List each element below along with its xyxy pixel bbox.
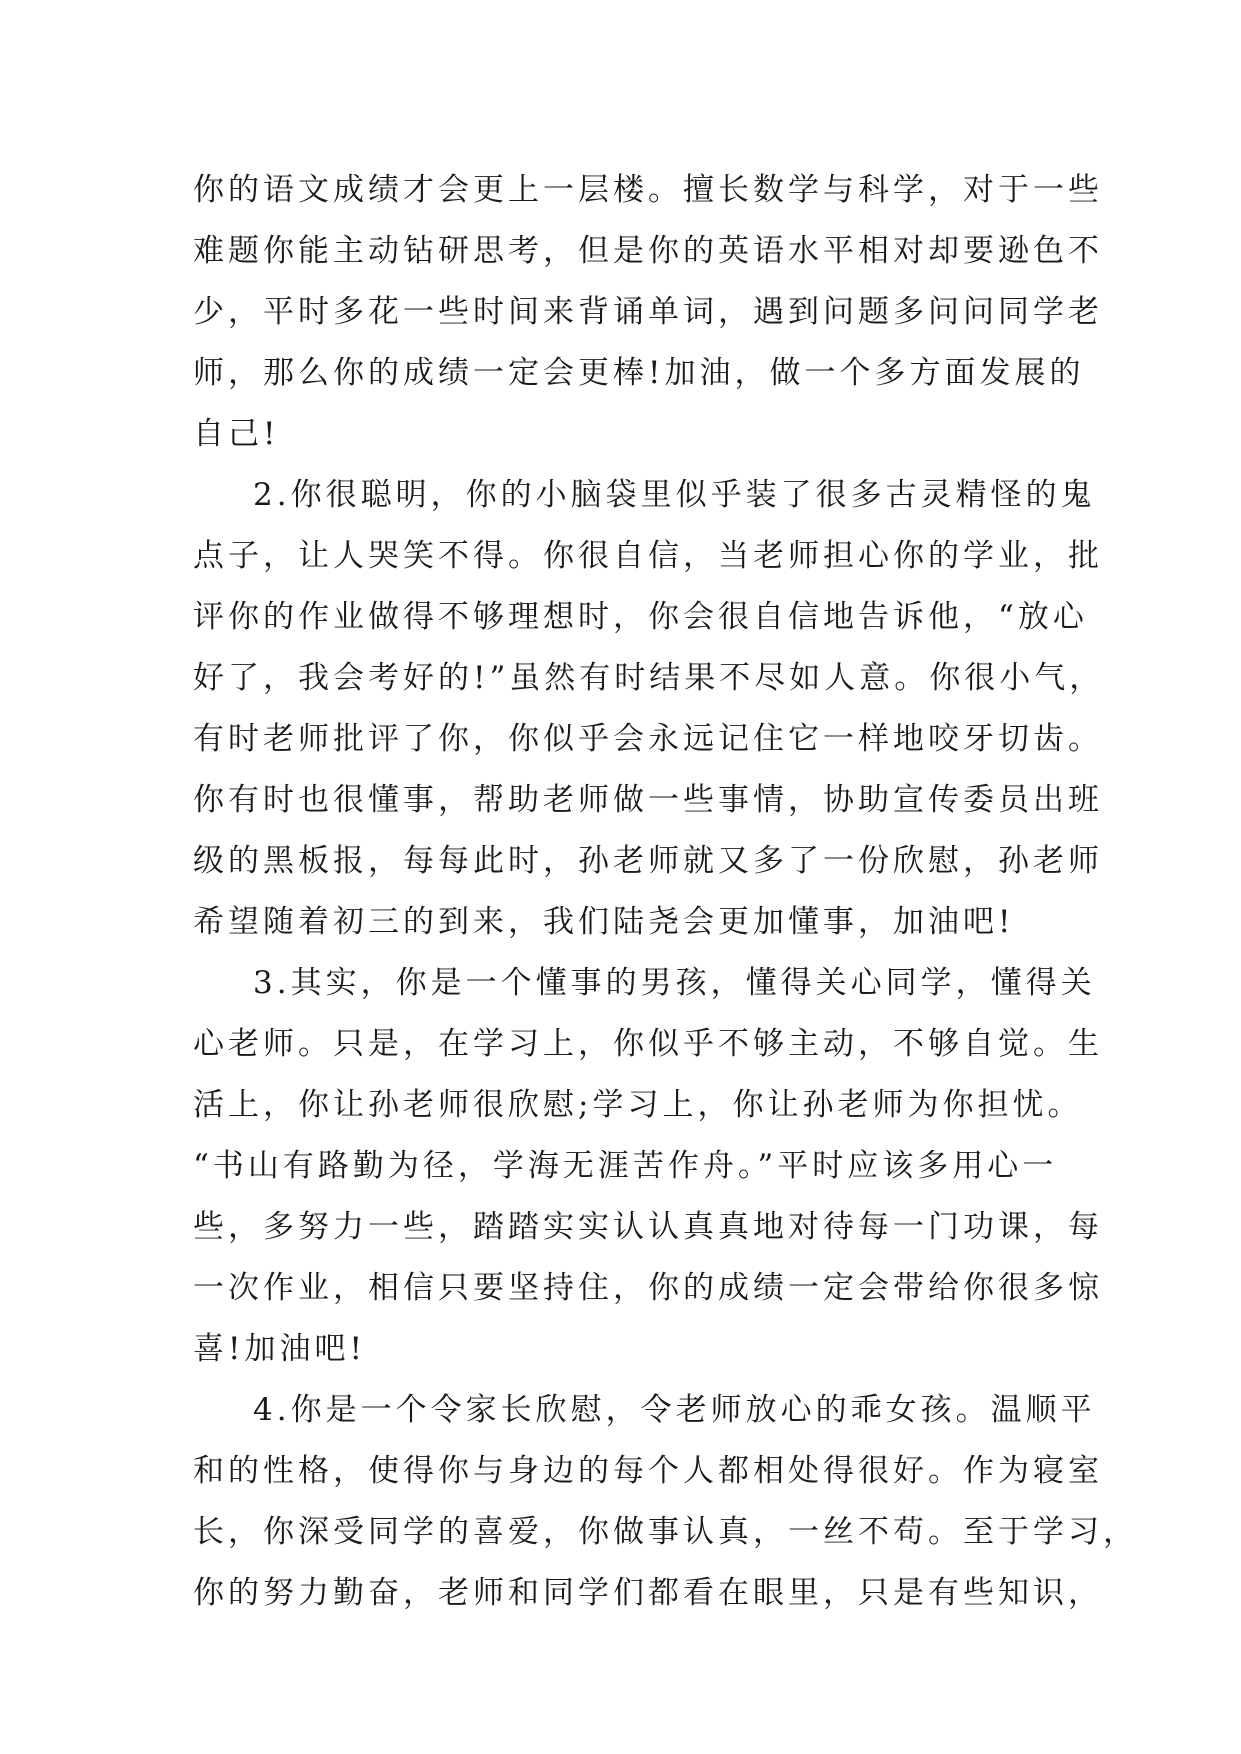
text-line: 和的性格，使得你与身边的每个人都相处得很好。作为寝室 <box>193 1453 1103 1489</box>
text-line: 自己! <box>193 416 280 452</box>
text-line: “书山有路勤为径，学海无涯苦作舟。”平时应该多用心一 <box>193 1148 1058 1184</box>
text-line: 活上，你让孙老师很欣慰;学习上，你让孙老师为你担忧。 <box>193 1087 1083 1123</box>
text-line: 评你的作业做得不够理想时，你会很自信地告诉他，“放心 <box>193 599 1088 635</box>
text-line: 师，那么你的成绩一定会更棒!加油，做一个多方面发展的 <box>193 355 1085 391</box>
paragraph-start-line: 2.你很聪明，你的小脑袋里似乎装了很多古灵精怪的鬼 <box>253 477 1096 513</box>
paragraph-start-line: 3.其实，你是一个懂事的男孩，懂得关心同学，懂得关 <box>253 965 1096 1001</box>
text-line: 好了，我会考好的!”虽然有时结果不尽如人意。你很小气， <box>193 660 1105 696</box>
paragraph-start-line: 4.你是一个令家长欣慰，令老师放心的乖女孩。温顺平 <box>253 1392 1096 1428</box>
text-line: 级的黑板报，每每此时，孙老师就又多了一份欣慰，孙老师 <box>193 843 1103 879</box>
text-line: 有时老师批评了你，你似乎会永远记住它一样地咬牙切齿。 <box>193 721 1103 757</box>
text-line: 一次作业，相信只要坚持住，你的成绩一定会带给你很多惊 <box>193 1270 1103 1306</box>
text-line: 点子，让人哭笑不得。你很自信，当老师担心你的学业，批 <box>193 538 1103 574</box>
text-line: 些，多努力一些，踏踏实实认认真真地对待每一门功课，每 <box>193 1209 1103 1245</box>
text-line: 希望随着初三的到来，我们陆尧会更加懂事，加油吧! <box>193 904 1015 940</box>
text-line: 你有时也很懂事，帮助老师做一些事情，协助宣传委员出班 <box>193 782 1103 818</box>
body-text <box>193 160 1138 1624</box>
text-line: 长，你深受同学的喜爱，你做事认真，一丝不苟。至于学习， <box>193 1514 1138 1550</box>
text-line: 你的努力勤奋，老师和同学们都看在眼里，只是有些知识， <box>193 1575 1103 1611</box>
text-line: 少，平时多花一些时间来背诵单词，遇到问题多问问同学老 <box>193 294 1103 330</box>
text-line: 喜!加油吧! <box>193 1331 366 1367</box>
text-line: 你的语文成绩才会更上一层楼。擅长数学与科学，对于一些 <box>193 172 1103 208</box>
text-line: 心老师。只是，在学习上，你似乎不够主动，不够自觉。生 <box>193 1026 1103 1062</box>
text-line: 难题你能主动钻研思考，但是你的英语水平相对却要逊色不 <box>193 233 1103 269</box>
